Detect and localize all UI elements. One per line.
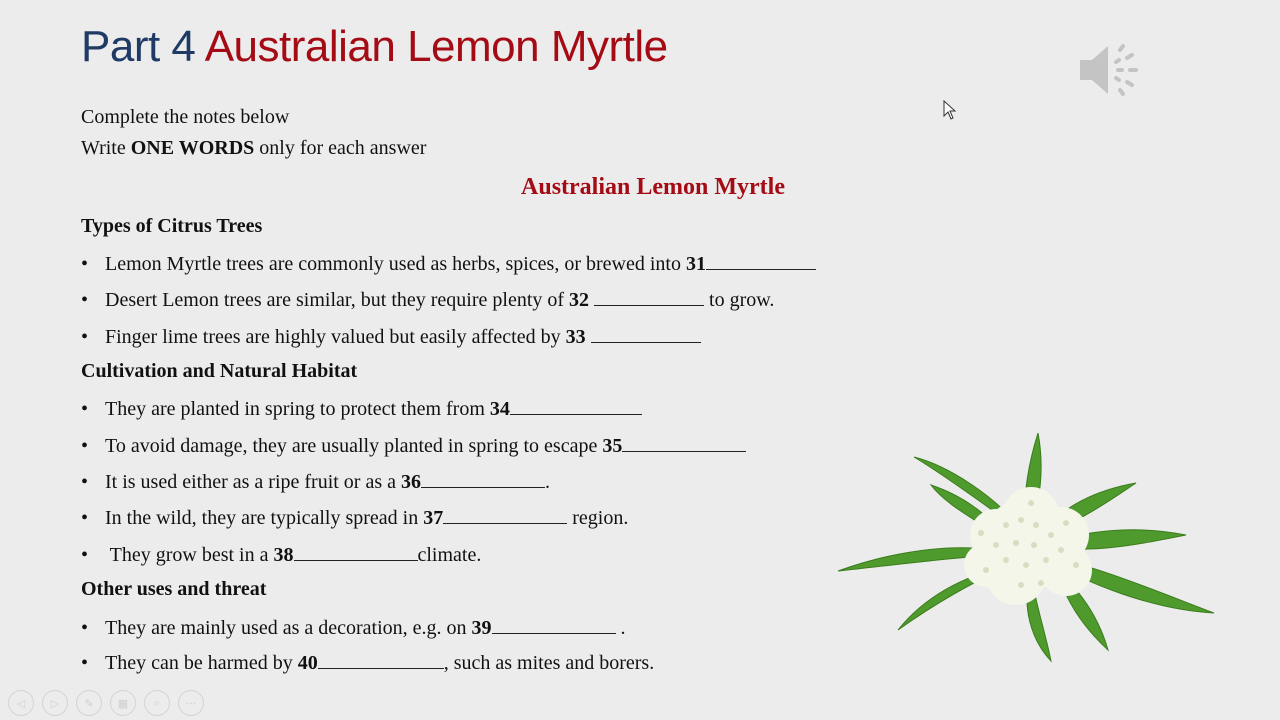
slideshow-controls	[8, 690, 204, 716]
answer-blank[interactable]	[622, 433, 746, 452]
answer-blank[interactable]	[591, 324, 701, 343]
question-number: 36	[401, 471, 422, 493]
answer-blank[interactable]	[492, 615, 616, 634]
instruction-bold: ONE WORDS	[130, 137, 255, 159]
answer-blank[interactable]	[421, 469, 545, 488]
list-item	[81, 396, 642, 421]
instruction-suffix: only for each answer	[254, 137, 427, 159]
section-heading-other-uses: Other uses and threat	[81, 578, 267, 600]
bullet-dot: •	[81, 507, 89, 529]
bullet-text: In the wild, they are typically spread in	[105, 507, 424, 529]
question-number: 39	[471, 617, 492, 639]
zoom-icon[interactable]: ⌕	[144, 690, 170, 716]
bullet-after: , such as mites and borers.	[443, 652, 655, 674]
list-item	[81, 615, 626, 640]
bullet-dot: •	[81, 289, 89, 311]
slide-title	[81, 22, 668, 72]
question-number: 37	[423, 507, 444, 529]
pen-icon[interactable]: ✎	[76, 690, 102, 716]
question-number: 31	[685, 253, 706, 275]
answer-blank[interactable]	[294, 542, 418, 561]
list-item	[81, 433, 746, 458]
bullet-text: Finger lime trees are highly valued but easily affected by	[105, 326, 566, 348]
list-item	[81, 287, 774, 312]
bullet-after: to grow.	[704, 289, 775, 311]
bullet-dot: •	[81, 435, 89, 457]
bullet-dot: •	[81, 326, 89, 348]
notes-subtitle: Australian Lemon Myrtle	[521, 174, 785, 200]
bullet-text: They can be harmed by	[105, 652, 298, 674]
speaker-icon[interactable]	[1076, 40, 1142, 100]
next-icon[interactable]: ▷	[42, 690, 68, 716]
bullet-dot: •	[81, 253, 89, 275]
bullet-dot: •	[81, 652, 89, 674]
section-heading-citrus: Types of Citrus Trees	[81, 215, 263, 237]
bullet-text: It is used either as a ripe fruit or as a	[105, 471, 402, 493]
bullet-dot: •	[81, 398, 89, 420]
bullet-text: They are mainly used as a decoration, e.g. on	[105, 617, 472, 639]
instruction-line-1: Complete the notes below	[81, 106, 290, 128]
answer-blank[interactable]	[510, 396, 642, 415]
lemon-myrtle-flower-image	[836, 425, 1216, 665]
mouse-cursor-icon	[943, 100, 957, 120]
bullet-text: To avoid damage, they are usually planted in spring to escape	[105, 435, 603, 457]
question-number: 34	[489, 398, 510, 420]
bullet-after: .	[615, 617, 626, 639]
list-item	[81, 469, 550, 494]
title-name: Australian Lemon Myrtle	[204, 22, 668, 71]
question-number: 40	[297, 652, 318, 674]
bullet-dot: •	[81, 471, 89, 493]
section-heading-cultivation: Cultivation and Natural Habitat	[81, 360, 358, 382]
bullet-after: climate.	[417, 544, 482, 566]
answer-blank[interactable]	[318, 650, 444, 669]
list-item	[81, 542, 481, 567]
bullet-text: They grow best in a	[105, 544, 274, 566]
list-item	[81, 324, 701, 349]
bullet-dot: •	[81, 544, 89, 566]
answer-blank[interactable]	[594, 287, 704, 306]
instruction-line-2	[81, 137, 426, 160]
bullet-text: Desert Lemon trees are similar, but they require plenty of	[105, 289, 570, 311]
answer-blank[interactable]	[443, 505, 567, 524]
list-item	[81, 251, 816, 276]
list-item	[81, 650, 654, 675]
bullet-after: .	[545, 471, 551, 493]
question-number: 33	[565, 326, 586, 348]
slides-icon[interactable]: ▦	[110, 690, 136, 716]
question-number: 35	[602, 435, 623, 457]
instruction-prefix: Write	[81, 137, 131, 159]
bullet-text: Lemon Myrtle trees are commonly used as herbs, spices, or brewed into	[105, 253, 686, 275]
previous-icon[interactable]: ◁	[8, 690, 34, 716]
bullet-dot: •	[81, 617, 89, 639]
more-icon[interactable]: ···	[178, 690, 204, 716]
question-number: 38	[273, 544, 294, 566]
bullet-after: region.	[567, 507, 629, 529]
title-part: Part 4	[81, 22, 196, 71]
list-item	[81, 505, 628, 530]
bullet-text: They are planted in spring to protect them from	[105, 398, 490, 420]
answer-blank[interactable]	[706, 251, 816, 270]
question-number: 32	[569, 289, 590, 311]
